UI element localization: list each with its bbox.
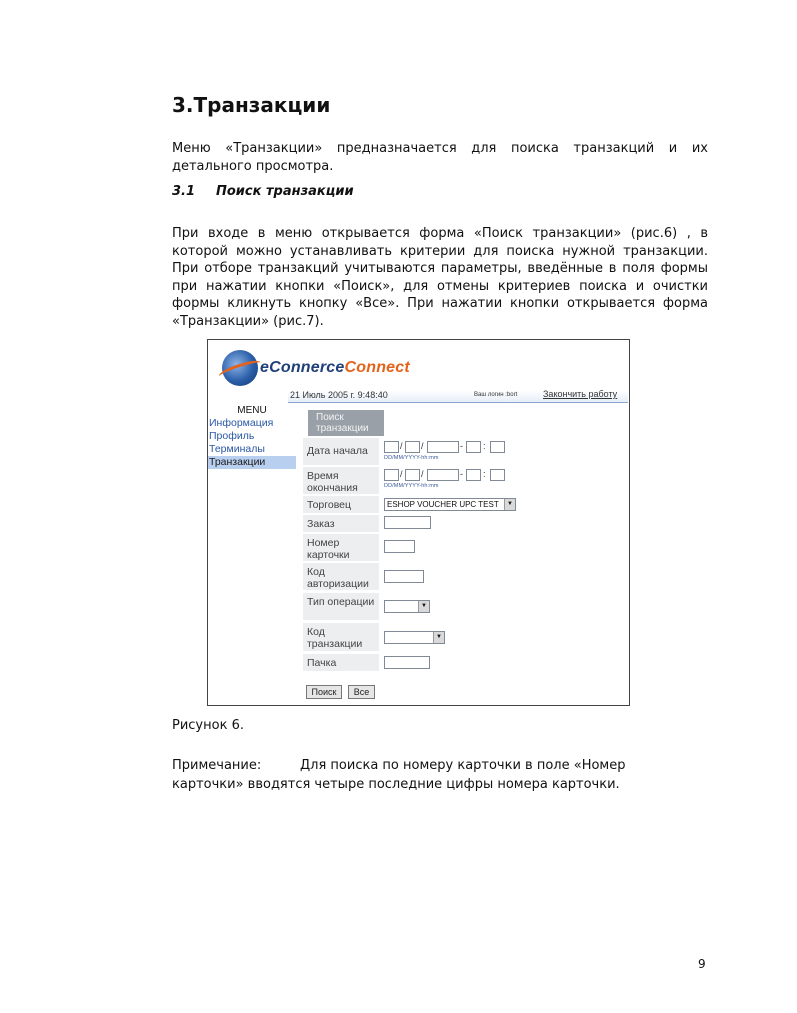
chevron-down-icon: ▼ xyxy=(433,632,444,643)
start-hour-input[interactable] xyxy=(466,441,481,453)
menu-item-info[interactable]: Информация xyxy=(209,417,274,429)
login-info: Ваш логин :bort xyxy=(474,392,518,398)
page-number: 9 xyxy=(698,957,706,971)
order-input[interactable] xyxy=(384,516,431,529)
label-order: Заказ xyxy=(303,515,379,532)
start-minute-input[interactable] xyxy=(490,441,505,453)
label-merchant: Торговец xyxy=(303,496,379,513)
label-transaction-code: Код транзакции xyxy=(303,623,379,651)
card-number-input[interactable] xyxy=(384,540,415,553)
label-card-number: Номер карточки xyxy=(303,534,379,561)
end-month-input[interactable] xyxy=(405,469,420,481)
end-day-input[interactable] xyxy=(384,469,399,481)
chevron-down-icon: ▼ xyxy=(504,499,515,510)
menu-title: MENU xyxy=(237,405,267,416)
label-operation-type: Тип операции xyxy=(303,593,379,620)
logo-icon xyxy=(222,350,258,386)
section-heading: 3.Транзакции xyxy=(172,93,331,117)
batch-input[interactable] xyxy=(384,656,430,669)
header-date: 21 Июль 2005 г. 9:48:40 xyxy=(290,390,388,400)
figure-screenshot: eConnerceConnect 21 Июль 2005 г. 9:48:40 Ваш логин :bort Закончить работу MENU Информация Профиль Терминалы Транзакции Поиск транзакции Дата начала / / - : DD/MM/YYYY-hh:mm Время окончания / / - : DD/MM/YYYY-hh:mm Торговец ESHOP VOUCHER UPC TEST ▼ Заказ Номер карточки Код авторизации Тип операции ▼ Код транзакции ▼ Пачка Поиск Все xyxy=(207,339,630,706)
side-menu xyxy=(208,404,296,469)
logout-link[interactable]: Закончить работу xyxy=(543,389,618,399)
subsection-number: 3.1 xyxy=(172,184,196,199)
end-date-hint: DD/MM/YYYY-hh:mm xyxy=(384,483,439,489)
subsection-title: Поиск транзакции xyxy=(216,184,354,199)
menu-item-transactions[interactable]: Транзакции xyxy=(208,456,296,469)
all-button[interactable]: Все xyxy=(348,685,375,699)
start-year-input[interactable] xyxy=(427,441,459,453)
note-label: Примечание: xyxy=(172,758,262,773)
note xyxy=(172,756,642,794)
auth-code-input[interactable] xyxy=(384,570,424,583)
intro-paragraph: Меню «Транзакции» предназначается для поиска транзакций и их детального просмотра. xyxy=(172,141,708,174)
merchant-select[interactable]: ESHOP VOUCHER UPC TEST ▼ xyxy=(384,498,516,511)
end-year-input[interactable] xyxy=(427,469,459,481)
operation-type-select[interactable] xyxy=(384,600,430,613)
menu-item-profile[interactable]: Профиль xyxy=(209,430,255,442)
chevron-down-icon: ▼ xyxy=(418,601,429,612)
figure-caption: Рисунок 6. xyxy=(172,718,244,733)
header-bar xyxy=(288,390,628,403)
label-start-date: Дата начала xyxy=(303,438,379,465)
menu-item-terminals[interactable]: Терминалы xyxy=(209,443,265,455)
tab-search-transaction[interactable]: Поиск транзакции xyxy=(308,410,384,436)
end-minute-input[interactable] xyxy=(490,469,505,481)
logo: eConnerceConnect xyxy=(260,359,410,376)
search-button[interactable]: Поиск xyxy=(306,685,342,699)
label-end-time: Время окончания xyxy=(303,467,379,494)
body-paragraph: При входе в меню открывается форма «Поиск транзакции» (рис.6) , в которой можно устанавливать критерии для поиска нужной транзакции. При отборе транзакций учитываются параметры, введённые в поля формы при нажатии кнопки «Поиск», для отмены критериев поиска и очистки формы кликнуть кнопку «Все». При нажатии кнопки открывается форма «Транзакции» (рис.7). xyxy=(172,226,708,329)
label-auth-code: Код авторизации xyxy=(303,563,379,590)
start-date-hint: DD/MM/YYYY-hh:mm xyxy=(384,455,439,461)
start-day-input[interactable] xyxy=(384,441,399,453)
end-hour-input[interactable] xyxy=(466,469,481,481)
start-month-input[interactable] xyxy=(405,441,420,453)
label-batch: Пачка xyxy=(303,654,379,671)
transaction-code-select[interactable] xyxy=(384,631,445,644)
subsection-heading xyxy=(172,184,354,199)
note-text: Для поиска по номеру карточки в поле «Номер карточки» вводятся четыре последние цифры номера карточки. xyxy=(172,758,626,792)
